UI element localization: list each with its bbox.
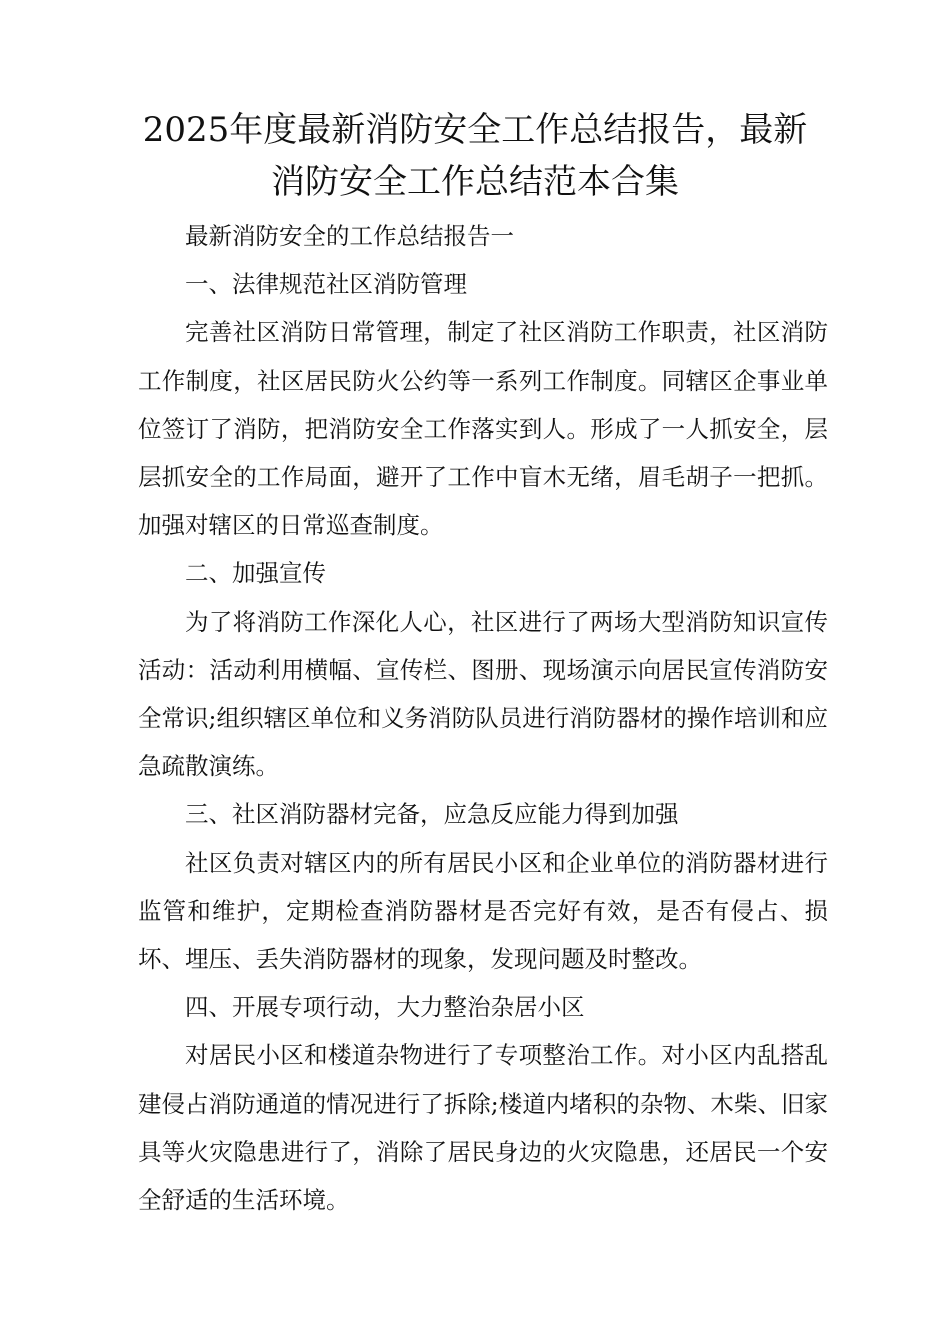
section-heading: 四、开展专项行动，大力整治杂居小区	[185, 993, 585, 1022]
section-heading: 最新消防安全的工作总结报告一	[185, 222, 514, 250]
document-body	[138, 212, 828, 1224]
title-line-1: 2025年度最新消防安全工作总结报告，最新	[142, 110, 808, 150]
section-heading: 三、社区消防器材完备，应急反应能力得到加强	[185, 800, 679, 829]
section-heading: 二、加强宣传	[185, 559, 326, 588]
title-line-2: 消防安全工作总结范本合集	[271, 162, 679, 202]
body-paragraph: 社区负责对辖区内的所有居民小区和企业单位的消防器材进行监管和维护，定期检查消防器材是否完好有效，是否有侵占、损坏、埋压、丢失消防器材的现象，发现问题及时整改。	[138, 848, 828, 974]
body-paragraph: 完善社区消防日常管理，制定了社区消防工作职责，社区消防工作制度，社区居民防火公约等一系列工作制度。同辖区企事业单位签订了消防，把消防安全工作落实到人。形成了一人抓安全，层层抓安全的工作局面，避开了工作中盲木无绪，眉毛胡子一把抓。加强对辖区的日常巡查制度。	[138, 318, 828, 540]
body-paragraph: 对居民小区和楼道杂物进行了专项整治工作。对小区内乱搭乱建侵占消防通道的情况进行了拆除;楼道内堵积的杂物、木柴、旧家具等火灾隐患进行了，消除了居民身边的火灾隐患，还居民一个安全舒适的生活环境。	[138, 1041, 828, 1215]
document-title	[120, 104, 830, 208]
body-paragraph: 为了将消防工作深化人心，社区进行了两场大型消防知识宣传活动：活动利用横幅、宣传栏、图册、现场演示向居民宣传消防安全常识;组织辖区单位和义务消防队员进行消防器材的操作培训和应急疏散演练。	[138, 607, 828, 781]
section-heading: 一、法律规范社区消防管理	[185, 270, 467, 299]
